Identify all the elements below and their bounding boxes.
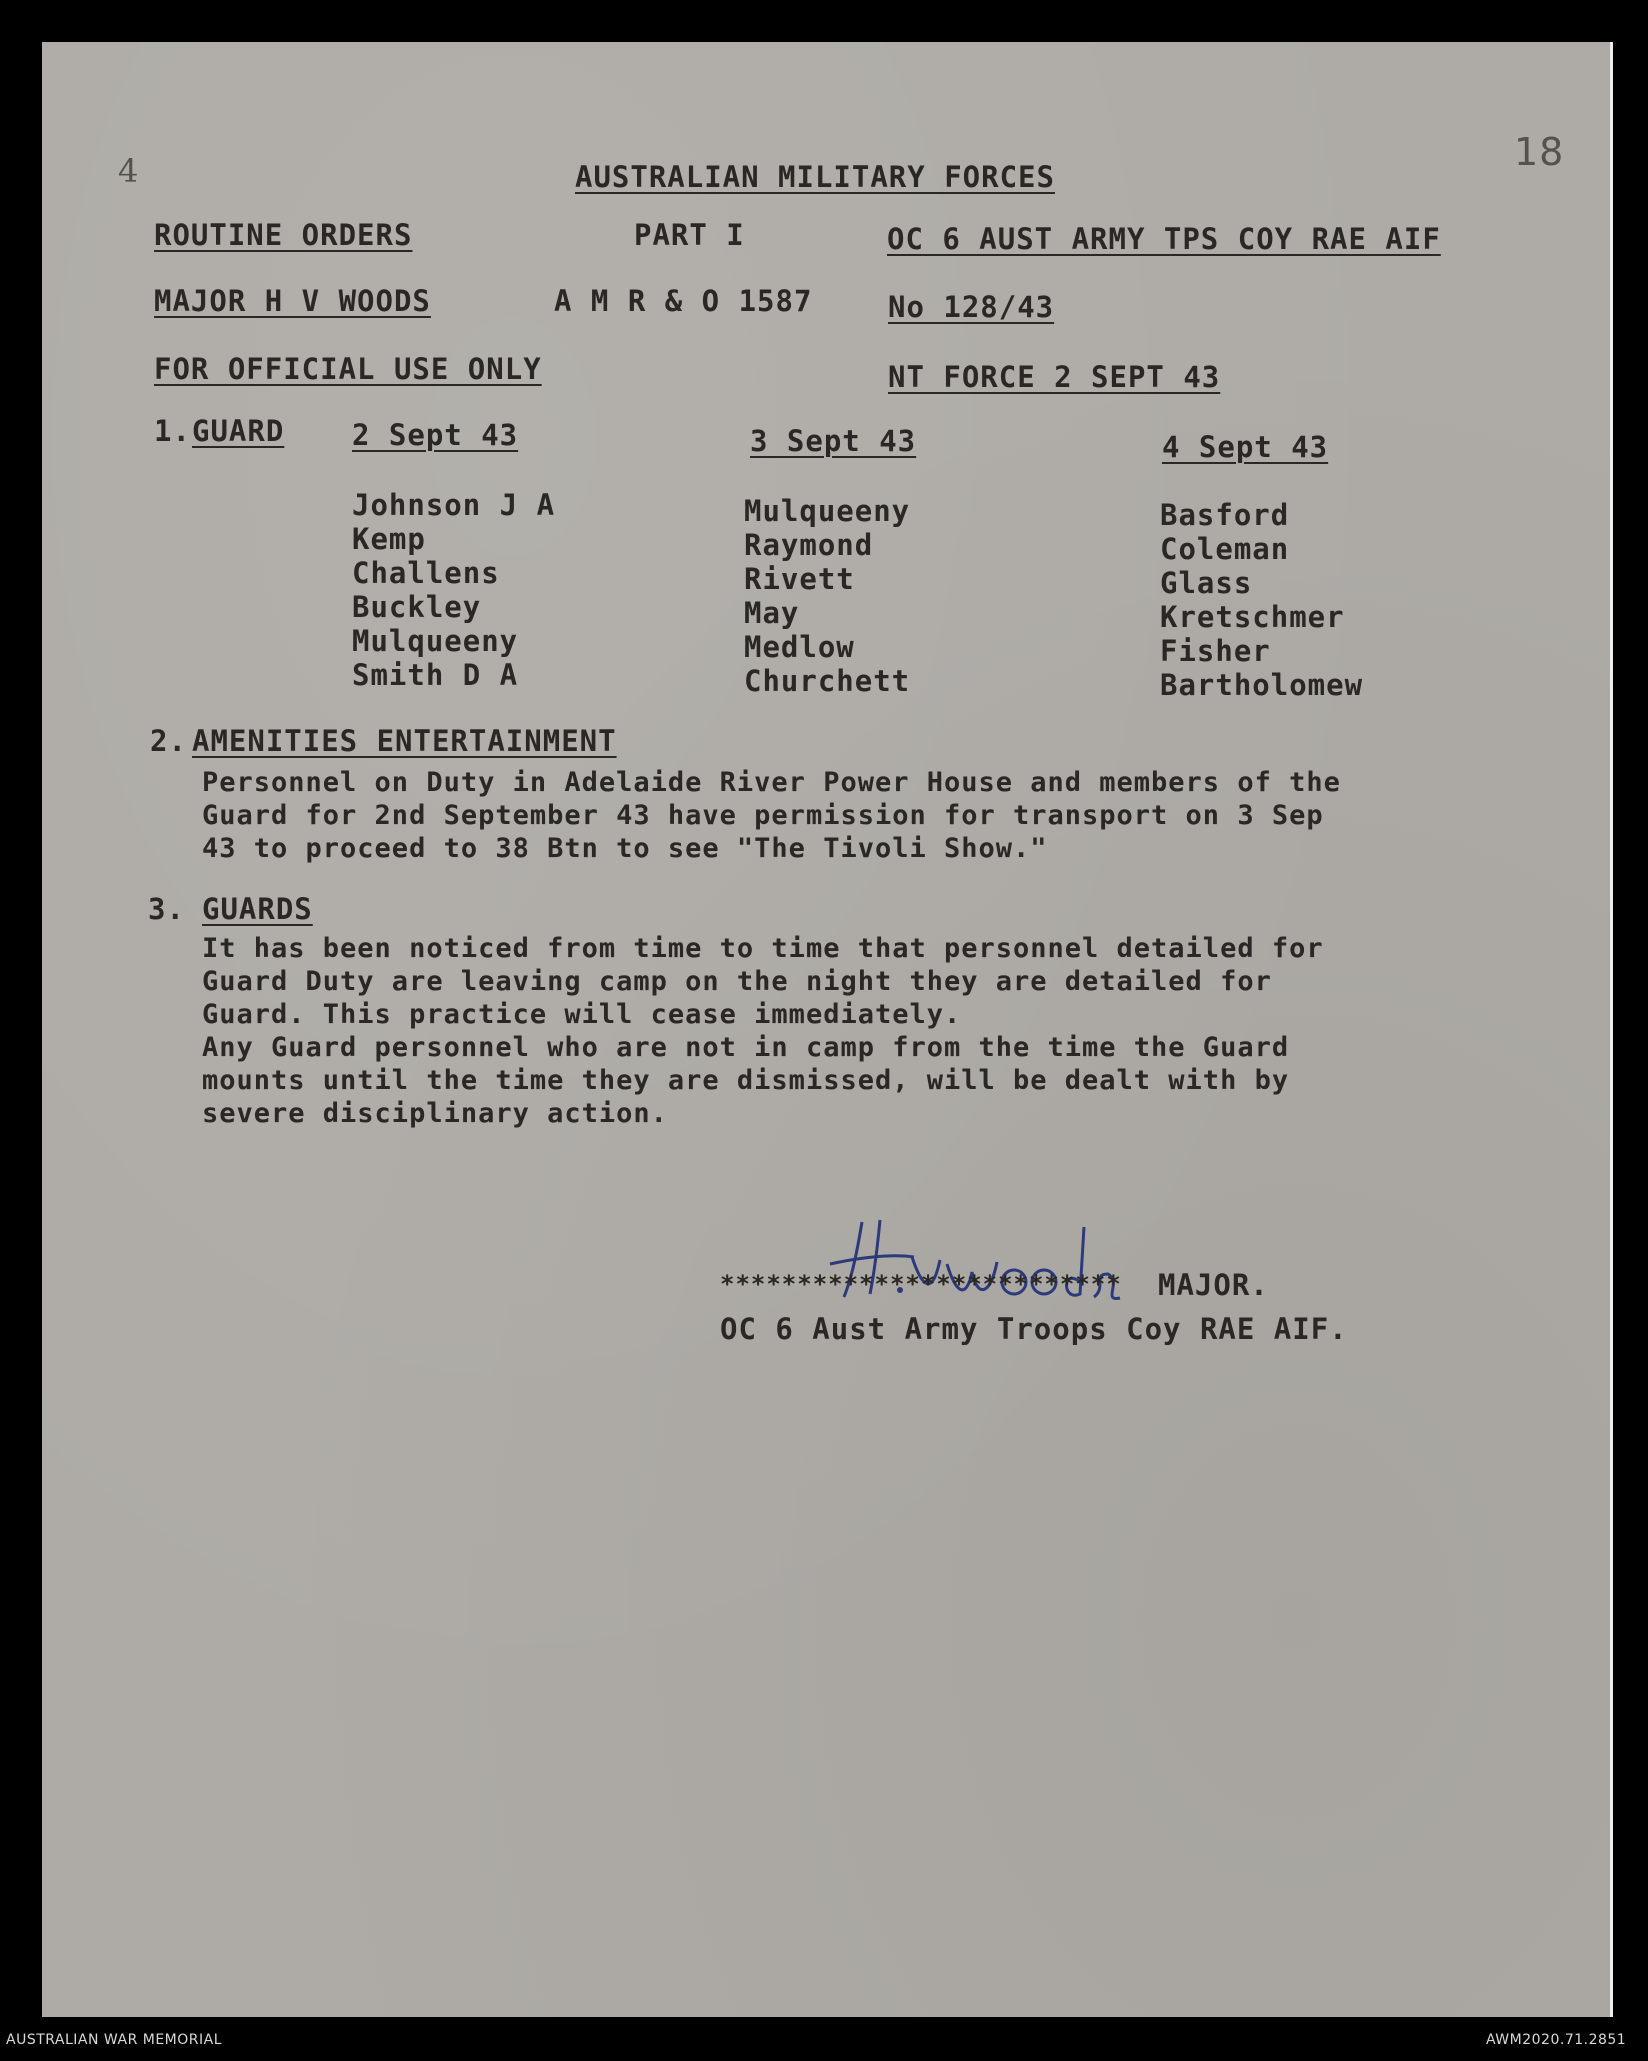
guard-name: Rivett (744, 562, 855, 596)
guard-list-2 (744, 494, 910, 698)
paragraph-line: 43 to proceed to 38 Btn to see "The Tivoli Show." (202, 833, 1048, 864)
restriction-label: FOR OFFICIAL USE ONLY (154, 352, 542, 386)
paragraph-line: It has been noticed from time to time that personnel detailed for (202, 933, 1324, 964)
guard-name: Raymond (744, 528, 874, 562)
paragraph-line: Personnel on Duty in Adelaide River Power House and members of the (202, 767, 1341, 798)
guard-name: Fisher (1160, 634, 1271, 668)
guard-date-2: 3 Sept 43 (750, 424, 917, 458)
signature-unit: OC 6 Aust Army Troops Coy RAE AIF. (720, 1312, 1348, 1346)
amenities-heading: AMENITIES ENTERTAINMENT (192, 724, 617, 758)
footer-source: AUSTRALIAN WAR MEMORIAL (6, 2032, 223, 2048)
guard-name: Bartholomew (1160, 668, 1364, 702)
document-title: AUSTRALIAN MILITARY FORCES (575, 160, 1055, 194)
section-3-number: 3. (148, 892, 185, 926)
folio-number: 18 (1514, 130, 1565, 174)
paragraph-line: Guard. This practice will cease immediately. (202, 999, 962, 1030)
guard-name: Medlow (744, 630, 855, 664)
guard-name: Mulqueeny (352, 624, 519, 658)
guard-name: Johnson J A (352, 488, 556, 522)
guard-date-1: 2 Sept 43 (352, 418, 519, 452)
section-2-number: 2. (150, 724, 187, 758)
guard-name: Kemp (352, 522, 426, 556)
footer-accession: AWM2020.71.2851 (1486, 2032, 1627, 2048)
document-page (42, 42, 1613, 2017)
paragraph-line: Any Guard personnel who are not in camp from the time the Guard (202, 1032, 1290, 1063)
guard-name: Kretschmer (1160, 600, 1345, 634)
guard-name: Smith D A (352, 658, 519, 692)
guard-heading: GUARD (192, 414, 285, 448)
guard-list-1 (352, 488, 555, 692)
signature-rank: MAJOR. (1158, 1268, 1269, 1302)
signature-dots: ************************** (720, 1270, 1122, 1298)
guards-heading: GUARDS (202, 892, 313, 926)
guard-name: Churchett (744, 664, 911, 698)
guards-paragraph (202, 932, 1324, 1130)
paragraph-line: severe disciplinary action. (202, 1098, 668, 1129)
order-number: No 128/43 (888, 290, 1055, 324)
guard-name: May (744, 596, 800, 630)
unit-label: OC 6 AUST ARMY TPS COY RAE AIF (887, 222, 1441, 256)
routine-orders-label: ROUTINE ORDERS (154, 218, 413, 252)
paragraph-line: Guard Duty are leaving camp on the night they are detailed for (202, 966, 1272, 997)
guard-name: Glass (1160, 566, 1253, 600)
paragraph-line: mounts until the time they are dismissed, will be dealt with by (202, 1065, 1290, 1096)
reference-label: A M R & O 1587 (554, 284, 813, 318)
section-1-number: 1. (154, 414, 191, 448)
officer-label: MAJOR H V WOODS (154, 284, 431, 318)
part-label: PART I (634, 218, 745, 252)
paragraph-line: Guard for 2nd September 43 have permission for transport on 3 Sep (202, 800, 1324, 831)
guard-name: Basford (1160, 498, 1290, 532)
date-line: NT FORCE 2 SEPT 43 (888, 360, 1221, 394)
corner-mark: 4 (118, 152, 140, 190)
guard-name: Challens (352, 556, 500, 590)
guard-name: Mulqueeny (744, 494, 911, 528)
guard-list-3 (1160, 498, 1363, 702)
amenities-paragraph (202, 766, 1341, 865)
guard-date-3: 4 Sept 43 (1162, 430, 1329, 464)
guard-name: Coleman (1160, 532, 1290, 566)
guard-name: Buckley (352, 590, 482, 624)
